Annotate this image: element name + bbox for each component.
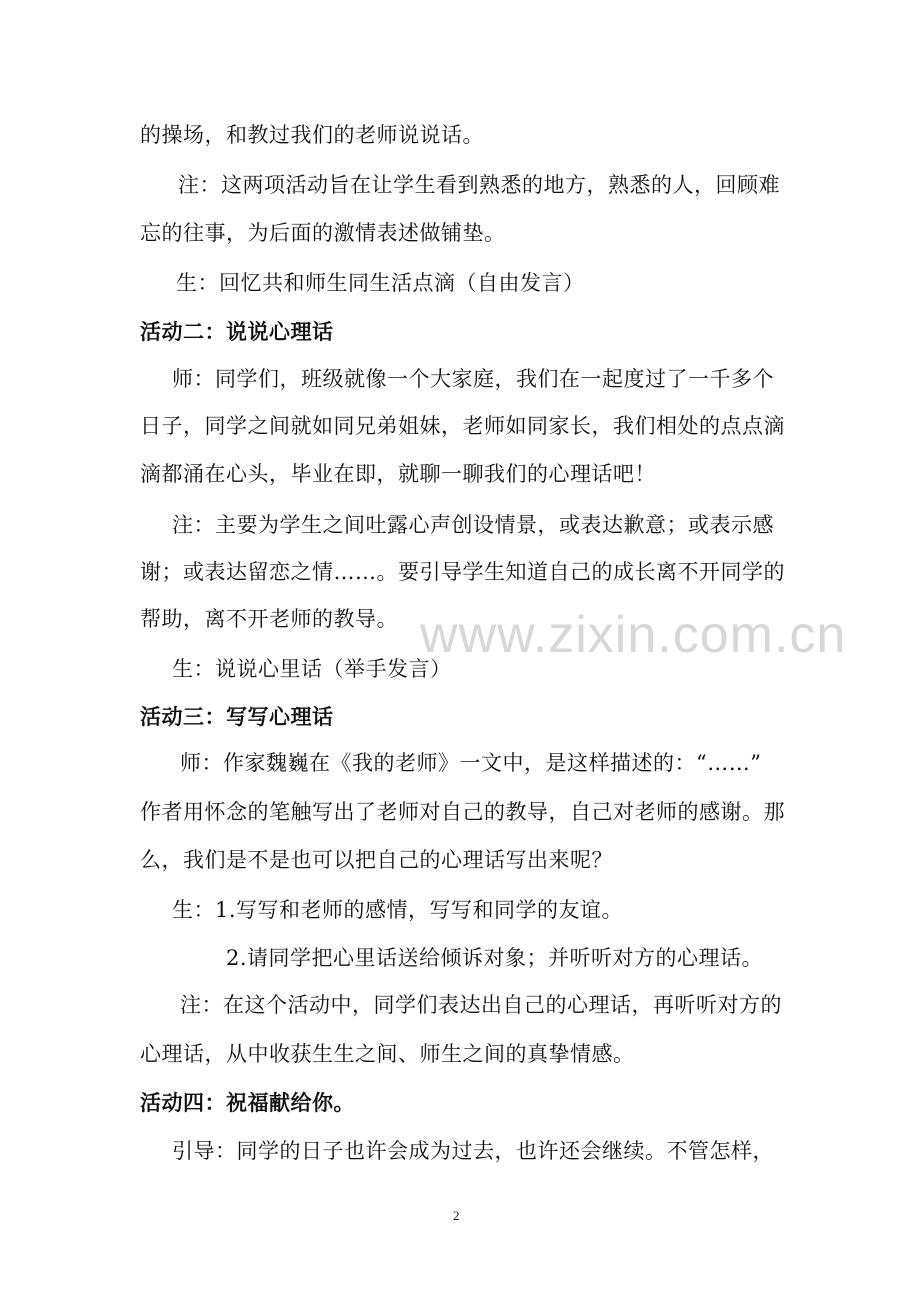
teacher-paragraph-line: 么，我们是不是也可以把自己的心理话写出来呢？ (140, 848, 613, 872)
paragraph-line: 的操场，和教过我们的老师说说话。 (140, 123, 484, 147)
note-paragraph-line: 注：主要为学生之间吐露心声创设情景，或表达歉意；或表示感 (172, 513, 774, 537)
page-number: 2 (453, 1208, 460, 1223)
teacher-paragraph-line: 师：同学们，班级就像一个大家庭，我们在一起度过了一千多个 (172, 367, 774, 391)
watermark: www.zixin.com.cn (420, 606, 847, 664)
student-paragraph-line: 生：回忆共和师生同生活点滴（自由发言） (176, 271, 585, 295)
student-paragraph-line: 生：1.写写和老师的感情，写写和同学的友谊。 (172, 898, 624, 922)
teacher-paragraph-line: 滴都涌在心头，毕业在即，就聊一聊我们的心理话吧！ (140, 462, 656, 486)
note-paragraph-line: 谢；或表达留恋之情……。要引导学生知道自己的成长离不开同学的 (140, 560, 785, 584)
teacher-paragraph-line: 师：作家魏巍在《我的老师》一文中，是这样描述的：“……” (180, 751, 762, 775)
student-paragraph-line: 2.请同学把心里话送给倾诉对象；并听听对方的心理话。 (226, 946, 764, 970)
teacher-paragraph-line: 日子，同学之间就如同兄弟姐妹，老师如同家长，我们相处的点点滴 (140, 414, 785, 438)
section-heading-activity-2: 活动二：说说心理话 (140, 320, 334, 344)
note-paragraph-line: 心理话，从中收获生生之间、师生之间的真挚情感。 (140, 1042, 635, 1066)
guide-paragraph-line: 引导：同学的日子也许会成为过去，也许还会继续。不管怎样， (172, 1139, 774, 1163)
section-heading-activity-3: 活动三：写写心理话 (140, 705, 334, 729)
note-paragraph-line: 注：这两项活动旨在让学生看到熟悉的地方，熟悉的人，回顾难 (178, 173, 780, 197)
note-paragraph-line: 注：在这个活动中，同学们表达出自己的心理话，再听听对方的 (180, 993, 782, 1017)
section-heading-activity-4: 活动四：祝福献给你。 (140, 1091, 355, 1115)
teacher-paragraph-line: 作者用怀念的笔触写出了老师对自己的教导，自己对老师的感谢。那 (140, 800, 785, 824)
student-paragraph-line: 生：说说心里话（举手发言） (172, 657, 452, 681)
note-paragraph-line: 忘的往事，为后面的激情表述做铺垫。 (140, 221, 506, 245)
note-paragraph-line: 帮助，离不开老师的教导。 (140, 607, 398, 631)
